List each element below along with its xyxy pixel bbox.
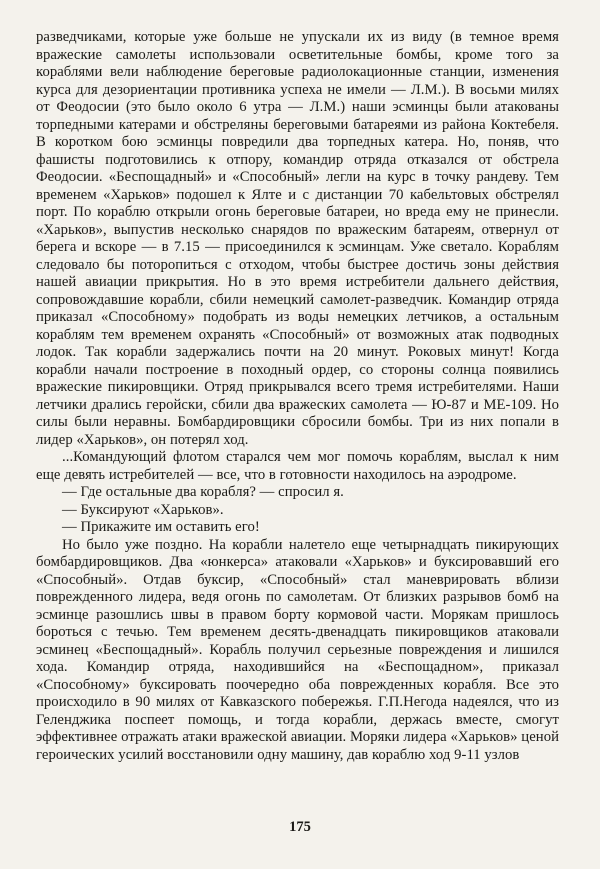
paragraph: разведчиками, которые уже больше не упускали их из виду (в темное время вражеские самолеты использовали осветительные бомбы, кроме того за кораблями вели наблюдение береговые радиолокационные станции, изменения курса для дезориентации противника успеха не имели — Л.М.). В восьми милях от Феодосии (это было около 6 утра — Л.М.) наши эсминцы были атакованы торпедными катерами и обстреляны береговыми батареями из района Коктебеля. В коротком бою эсминцы повредили два торпедных катера. Но, поняв, что фашисты подготовились к отпору, командир отряда отказался от обстрела Феодосии. «Беспощадный» и «Способный» легли на курс в точку рандеву. Тем временем «Харьков» подошел к Ялте и с дистанции 70 кабельтовых обстрелял порт. По кораблю открыли огонь береговые батареи, но вреда ему не принесли. «Харьков», выпустив несколько снарядов по вражеским батареям, отвернул от берега и вскоре — в 7.15 — присоединился к эсминцам. Уже светало. Кораблям следовало бы поторопиться с отходом, чтобы быстрее достичь зоны действия нашей авиации прикрытия. Но в это время истребители дальнего действия, сопровождавшие корабли, сбили немецкий самолет-разведчик. Командир отряда приказал «Способному» подобрать из воды немецких летчиков, а остальным кораблям тем временем охранять «Способный» от возможных атак подводных лодок. Так корабли задержались почти на 20 минут. Роковых минут! Когда корабли начали построение в походный ордер, со стороны солнца появились вражеские пикировщики. Отряд прикрывался всего тремя истребителями. Наши летчики дрались геройски, сбили два вражеских самолета — Ю-87 и МЕ-109. Но силы были неравны. Бомбардировщики сбросили бомбы. Три из них попали в лидер «Харьков», он потерял ход.	[36, 29, 559, 448]
dialogue-line: — Прикажите им оставить его!	[62, 519, 260, 535]
paragraph: Но было уже поздно. На корабли налетело еще четырнадцать пикирующих бомбардировщиков. Два «юнкерса» атаковали «Харьков» и буксировавший его «Способный». Отдав буксир, «Способный» стал маневрировать вблизи поврежденного лидера, ведя огонь по самолетам. От близких разрывов бомб на эсминце разошлись швы в правом борту кормовой части. Морякам пришлось бороться с течью. Тем временем десять-двенадцать пикировщиков атаковали эсминец «Беспощадный». Корабль получил серьезные повреждения и лишился хода. Командир отряда, находившийся на «Беспощадном», приказал «Способному» буксировать поочередно оба поврежденных корабля. Все это происходило в 90 милях от Кавказского побережья. Г.П.Негода надеялся, что из Геленджика поспеет помощь, и тогда корабли, держась вместе, смогут эффективнее отражать атаки вражеской авиации. Моряки лидера «Харьков» ценой героических усилий восстановили одну машину, дав кораблю ход 9-11 узлов	[36, 536, 559, 763]
paragraph: ...Командующий флотом старался чем мог помочь кораблям, выслал к ним еще девять истребителей — все, что в готовности находилось на аэродроме.	[36, 449, 559, 483]
page-number: 175	[289, 819, 311, 835]
dialogue-line: — Буксируют «Харьков».	[62, 501, 224, 518]
dialogue-line: — Где остальные два корабля? — спросил я.	[62, 484, 344, 500]
body-text	[36, 29, 559, 764]
